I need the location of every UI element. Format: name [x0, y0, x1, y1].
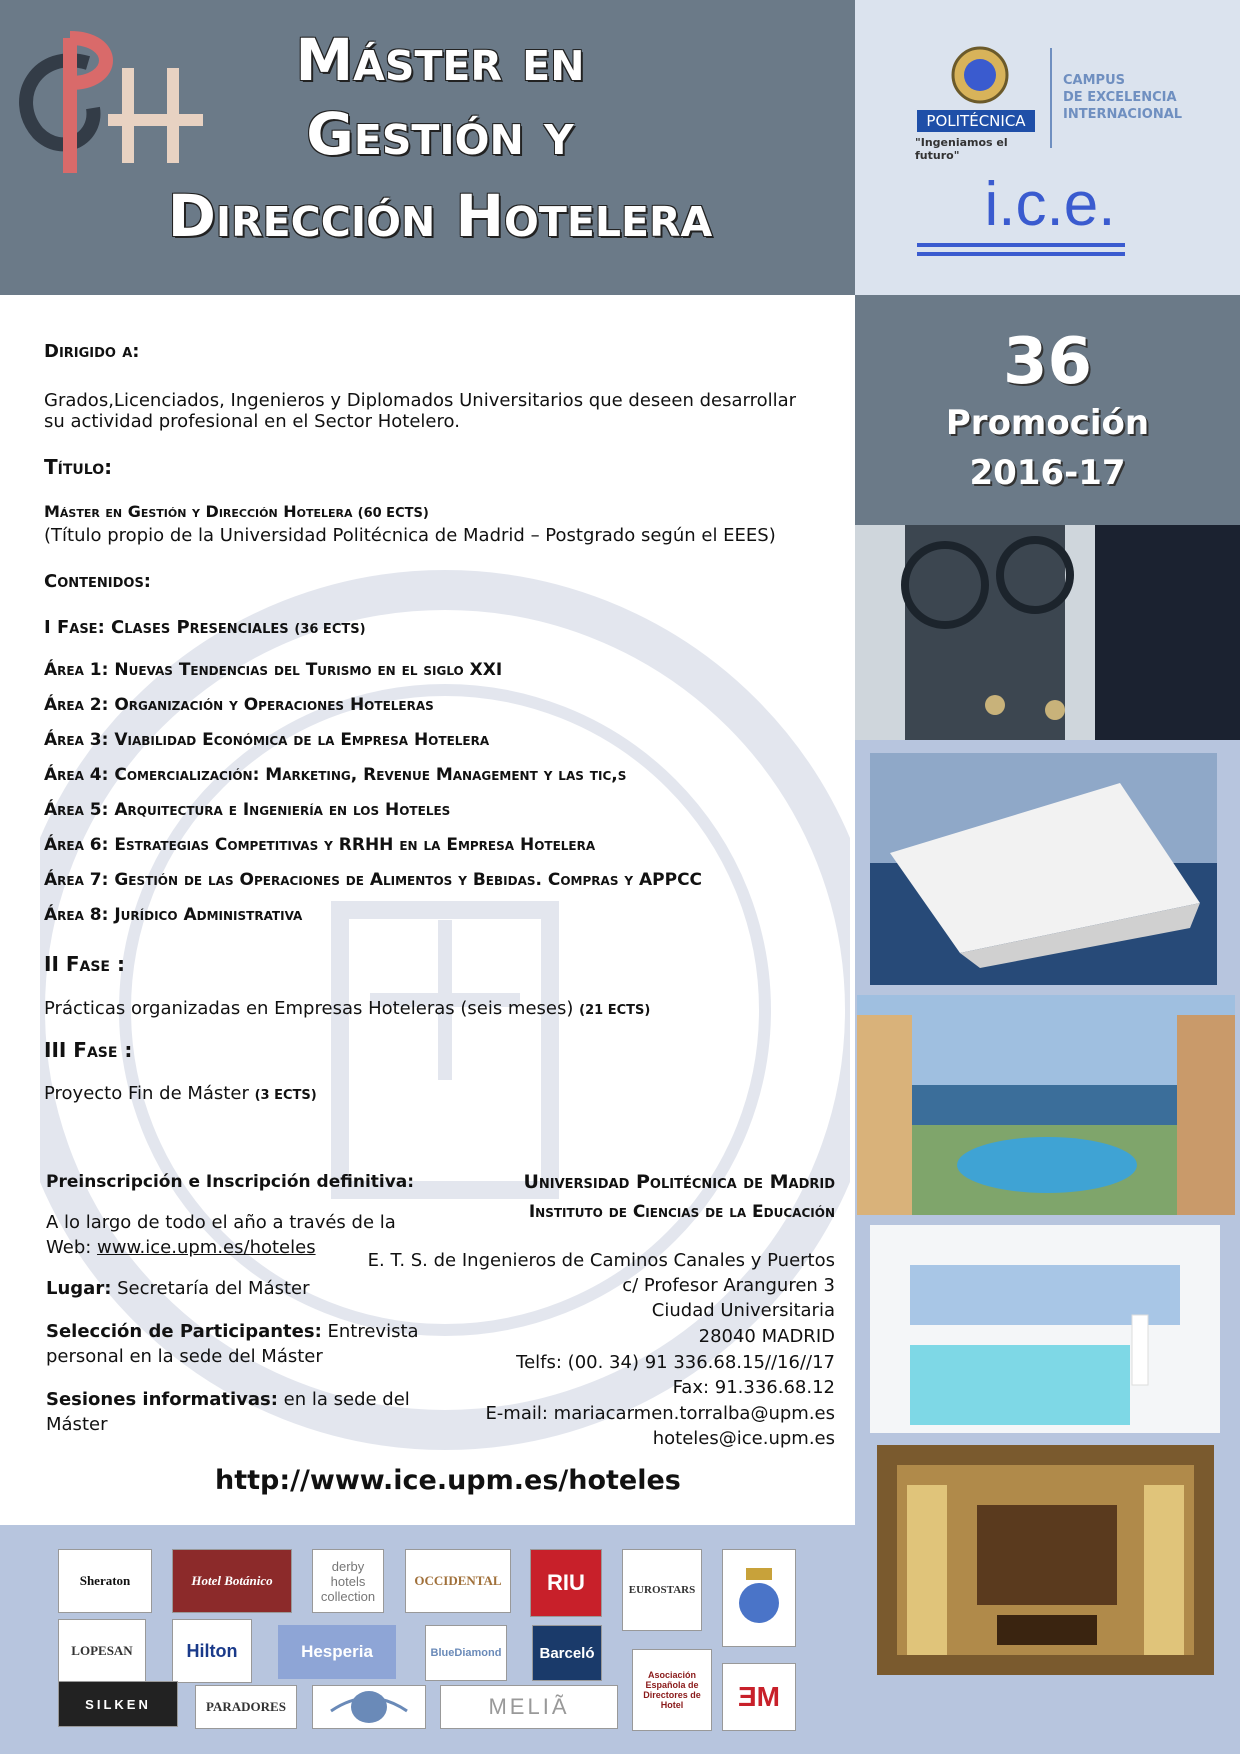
title-line-3: Dirección Hotelera [167, 182, 713, 250]
promotion-number: 36 [1002, 325, 1093, 399]
sesiones-line: Sesiones informativas: en la sede del [46, 1389, 410, 1410]
address-line-2: c/ Profesor Aranguren 3 [622, 1275, 835, 1296]
phone-line: Telfs: (00. 34) 91 336.68.15//16//17 [516, 1352, 835, 1373]
sponsors-band [0, 1525, 855, 1754]
inscripcion-text: A lo largo de todo el año a través de la [46, 1212, 396, 1233]
dirigido-text-2: su actividad profesional en el Sector Hotelero. [44, 411, 460, 432]
inscripcion-web: Web: www.ice.upm.es/hoteles [46, 1237, 316, 1258]
header-banner [0, 0, 855, 295]
riu-logo: RIU [530, 1549, 602, 1617]
occidental-logo: OCCIDENTAL [405, 1549, 511, 1613]
title-line-1: Máster en [295, 26, 585, 94]
hilton-logo: Hilton [172, 1619, 252, 1683]
fase3-heading: III Fase : [44, 1038, 133, 1062]
globe-logo [312, 1685, 426, 1729]
botanico-logo: Hotel Botánico [172, 1549, 292, 1613]
cruise-ship-photo [870, 753, 1217, 985]
upm-tagline: "Ingeniamos el futuro" [915, 136, 1008, 162]
globe-icon [329, 1689, 409, 1725]
university-name: Universidad Politécnica de Madrid [523, 1171, 835, 1193]
promotion-box [855, 295, 1240, 525]
upm-crest-icon [950, 45, 1010, 115]
area-item: Área 8: Jurídico Administrativa [44, 905, 303, 925]
area-item: Área 7: Gestión de las Operaciones de Alimentos y Bebidas. Compras y APPCC [44, 870, 703, 890]
divider [1050, 48, 1052, 148]
promotion-year: 2016-17 [969, 453, 1126, 493]
email-line-2: hoteles@ice.upm.es [652, 1428, 835, 1449]
aedh-logo: Asociación Española de Directores de Hotel [632, 1649, 712, 1731]
dirigido-text-1: Grados,Licenciados, Ingenieros y Diplomados Universitarios que deseen desarrollar [44, 390, 797, 411]
photo-column [855, 525, 1240, 1754]
bluediamond-logo: BlueDiamond [425, 1625, 507, 1681]
email-line: E-mail: mariacarmen.torralba@upm.es [485, 1403, 835, 1424]
promotion-label: Promoción [945, 403, 1150, 443]
crest-logo [722, 1549, 796, 1647]
dirigido-heading: Dirigido a: [44, 341, 140, 362]
melia-logo: MELIÃ [440, 1685, 618, 1729]
campus-text: CAMPUS DE EXCELENCIA INTERNACIONAL [1063, 73, 1183, 122]
institution-logos [855, 0, 1240, 295]
hotel-door-photo [855, 525, 1240, 740]
derby-logo: derby hotels collection [312, 1549, 384, 1613]
ice-underline-2 [917, 252, 1125, 256]
address-line-4: 28040 MADRID [698, 1326, 835, 1347]
barcelo-logo: Barceló [532, 1625, 602, 1681]
area-item: Área 4: Comercialización: Marketing, Revenue Management y las tic,s [44, 765, 627, 785]
address-line-1: E. T. S. de Ingenieros de Caminos Canales y Puertos [367, 1250, 835, 1271]
lugar-line: Lugar: Secretaría del Máster [46, 1278, 310, 1299]
contenidos-heading: Contenidos: [44, 571, 152, 592]
title-line-2: Gestión y [306, 100, 574, 168]
sesiones-line-2: Máster [46, 1414, 108, 1435]
area-item: Área 6: Estrategias Competitivas y RRHH en la Empresa Hotelera [44, 835, 596, 855]
area-item: Área 1: Nuevas Tendencias del Turismo en el siglo XXI [44, 660, 503, 680]
titulo-name: Máster en Gestión y Dirección Hotelera (60 ECTS) [44, 502, 429, 521]
terrace-pool-photo [870, 1225, 1220, 1433]
area-item: Área 3: Viabilidad Económica de la Empresa Hotelera [44, 730, 490, 750]
area-item: Área 2: Organización y Operaciones Hoteleras [44, 695, 434, 715]
eme-logo: ƎM [722, 1663, 796, 1731]
fase3-text: Proyecto Fin de Máster (3 ECTS) [44, 1083, 317, 1104]
sheraton-logo: Sheraton [58, 1549, 152, 1613]
crown-crest-icon [734, 1563, 784, 1633]
area-item: Área 5: Arquitectura e Ingeniería en los Hoteles [44, 800, 451, 820]
seleccion-line-2: personal en la sede del Máster [46, 1346, 323, 1367]
titulo-heading: Título: [44, 455, 113, 479]
fase2-heading: II Fase : [44, 952, 125, 976]
hesperia-logo: Hesperia [278, 1625, 396, 1679]
ice-underline [917, 243, 1125, 247]
web-link[interactable]: www.ice.upm.es/hoteles [97, 1237, 316, 1258]
institute-name: Instituto de Ciencias de la Educación [528, 1202, 835, 1222]
lopesan-logo: LOPESAN [58, 1619, 146, 1683]
inscripcion-heading: Preinscripción e Inscripción definitiva: [46, 1172, 415, 1192]
fax-line: Fax: 91.336.68.12 [672, 1377, 835, 1398]
eurostars-logo: EUROSTARS [622, 1549, 702, 1631]
silken-logo: SILKEN [58, 1681, 178, 1727]
paradores-logo: PARADORES [195, 1685, 297, 1729]
ice-logo: i.c.e. [984, 170, 1116, 239]
hotel-lobby-photo [877, 1445, 1214, 1675]
titulo-note: (Título propio de la Universidad Politécnica de Madrid – Postgrado según el EEES) [44, 525, 776, 546]
address-line-3: Ciudad Universitaria [651, 1300, 835, 1321]
politecnica-label: POLITÉCNICA [917, 110, 1035, 132]
seleccion-line: Selección de Participantes: Entrevista [46, 1321, 419, 1342]
resort-pool-photo [857, 995, 1235, 1215]
fase1-heading: I Fase: Clases Presenciales (36 ECTS) [44, 617, 366, 638]
fase2-text: Prácticas organizadas en Empresas Hoteleras (seis meses) (21 ECTS) [44, 998, 651, 1019]
website-link[interactable]: http://www.ice.upm.es/hoteles [215, 1465, 681, 1496]
